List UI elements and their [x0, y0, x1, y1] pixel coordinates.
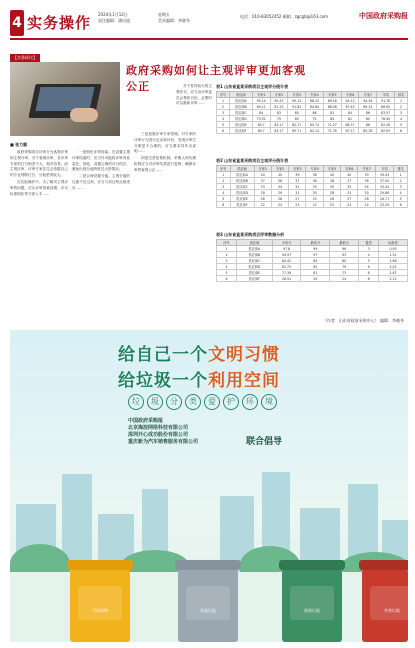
table-cell: 25 — [306, 196, 323, 202]
table-cell: 79 — [330, 264, 359, 270]
table-cell: 供应商A — [230, 172, 254, 178]
table-cell: 6 — [359, 264, 379, 270]
column-header: 序号 — [217, 92, 230, 98]
data-table-1 — [216, 84, 408, 134]
table-cell: 2.01 — [379, 264, 408, 270]
column-header: 平均 — [375, 166, 394, 172]
column-header: 标准差 — [379, 240, 408, 246]
table-cell: 33.43 — [375, 184, 394, 190]
table-cell: 6 — [395, 128, 408, 134]
recycling-bin-yellow: 可回收物 — [70, 568, 130, 642]
table-cell: 81.25 — [270, 104, 288, 110]
table-cell: 28 — [271, 196, 288, 202]
table-cell: 2.67 — [379, 270, 408, 276]
table-cell: 3 — [395, 110, 408, 116]
table-cell: 23 — [289, 202, 306, 208]
table-cell: 24 — [358, 202, 375, 208]
table-cell: 89.12 — [252, 104, 270, 110]
table-cell: 30 — [358, 190, 375, 196]
data-table-2 — [216, 158, 408, 208]
table-cell: 供应商C — [229, 110, 252, 116]
table-cell: 供应商B — [230, 178, 254, 184]
table-cell: 93 — [330, 252, 359, 258]
table-cell: 77.38 — [272, 270, 301, 276]
table-caption: 表2 山东省直某采购项目主观评分统计表 — [216, 158, 289, 163]
table-cell: 24 — [330, 276, 359, 282]
table-cell: 97 — [301, 252, 330, 258]
table-cell: 31 — [341, 190, 358, 196]
table-cell: 3 — [394, 184, 408, 190]
table-cell: 80 — [330, 258, 359, 264]
table-cell: 30 — [254, 190, 271, 196]
table-cell: 2 — [217, 178, 231, 184]
column-header: 专家6 — [341, 92, 359, 98]
table-row — [217, 202, 408, 208]
table-cell: 26.91 — [272, 276, 301, 282]
table-cell: 1.31 — [379, 252, 408, 258]
article-column-4: 对于差异较大的主观评分，应当由评审委员会集体讨论，必要时可以重新评审…… — [176, 84, 212, 106]
masthead-logo: 中国政府采购报 — [359, 11, 408, 20]
table-cell: 34 — [358, 184, 375, 190]
table-cell: 94.12 — [341, 98, 359, 104]
table-cell: 83.17 — [270, 122, 288, 128]
article-title: 政府采购如何让主观评审更加客观公正 — [126, 64, 306, 93]
table-cell: 供应商C — [230, 184, 254, 190]
table-cell: 1 — [217, 246, 237, 252]
table-cell: 24 — [271, 202, 288, 208]
column-header: 专家5 — [323, 92, 341, 98]
table-cell: 86 — [359, 110, 377, 116]
table-cell: 6 — [359, 276, 379, 282]
table-cell: 75 — [306, 116, 324, 122]
table-cell: 36 — [306, 178, 323, 184]
table-cell: 23 — [341, 202, 358, 208]
column-header: 专家1 — [254, 166, 271, 172]
table-cell: 99 — [301, 246, 330, 252]
table-cell: 40 — [341, 172, 358, 178]
table-cell: 85.28 — [359, 128, 377, 134]
table-cell: 2 — [217, 252, 237, 258]
table-cell: 供应商D — [237, 264, 273, 270]
article-column-2: 一是细化评审因素。在设置主观评审因素时，应当尽可能将评审内容量化、细化，设置合理的评分档次，避免出现分值跨度过大的情况。 二是合理设置分值。主观分值的比重不宜过高，应当与项目特点相适应…… — [72, 150, 130, 190]
table-cell: 80.84 — [306, 104, 324, 110]
ad-slogan: 垃 圾 分 类 爱 护 环 境 — [128, 394, 277, 410]
table-cell: 33 — [306, 184, 323, 190]
table-cell: 89.24 — [359, 104, 377, 110]
table-cell: 供应商A — [229, 98, 252, 104]
table-cell: 71.35 — [323, 128, 341, 134]
table-cell: 6 — [217, 128, 230, 134]
table-cell: 38 — [271, 178, 288, 184]
ad-headline-1: 给自己一个文明习惯 — [118, 345, 280, 365]
table-grid — [216, 91, 408, 134]
article — [10, 46, 408, 324]
table-cell: 2 — [395, 104, 408, 110]
table-cell: 95.32 — [270, 98, 288, 104]
table-cell: 供应商F — [229, 128, 252, 134]
table-cell: 2 — [217, 104, 230, 110]
column-header: 供应商 — [230, 166, 254, 172]
hand-shape — [70, 108, 98, 122]
table-cell: 80 — [288, 110, 306, 116]
table-caption: 表3 山东省直某采购项目评审数据分析 — [216, 232, 285, 237]
table-cell: 39 — [289, 172, 306, 178]
table-cell: 71.27 — [323, 122, 341, 128]
column-header: 供应商 — [237, 240, 273, 246]
table-cell: 5 — [394, 196, 408, 202]
table-cell: 86.92 — [377, 104, 395, 110]
table-cell: 供应商F — [237, 276, 273, 282]
table-cell: 27 — [289, 196, 306, 202]
table-cell: 95.12 — [288, 98, 306, 104]
table-cell: 89.16 — [323, 98, 341, 104]
table-cell: 82.93 — [377, 128, 395, 134]
table-cell: 82.14 — [306, 128, 324, 134]
column-header: 专家2 — [271, 166, 288, 172]
table-row — [217, 276, 408, 282]
column-header: 序号 — [217, 166, 231, 172]
table-cell: 4 — [395, 116, 408, 122]
column-header: 排名 — [394, 166, 408, 172]
table-cell: 1 — [394, 172, 408, 178]
table-cell: 83.57 — [377, 110, 395, 116]
table-cell: 78.90 — [377, 116, 395, 122]
column-header: 专家5 — [323, 166, 340, 172]
table-cell: 94.26 — [359, 98, 377, 104]
table-cell: 5 — [217, 122, 230, 128]
table-cell: 83.17 — [270, 128, 288, 134]
table-cell: 29 — [271, 190, 288, 196]
table-cell: 38 — [323, 178, 340, 184]
recycling-bin-green: 厨余垃圾 — [282, 568, 342, 642]
section-number: 4 — [10, 10, 24, 36]
column-header: 专家1 — [252, 92, 270, 98]
table-cell: 6 — [217, 202, 231, 208]
table-cell: 供应商D — [229, 116, 252, 122]
table-cell: 3 — [359, 246, 379, 252]
table-cell: 39 — [358, 172, 375, 178]
table-cell: 37 — [254, 178, 271, 184]
table-cell: 88.12 — [306, 98, 324, 104]
table-cell: 37 — [289, 178, 306, 184]
table-cell: 5 — [359, 258, 379, 264]
article-column-1: 政府采购项目评审分为客观评审和主观评审。对于客观评审，各评审专家的打分相差不大，相对容易；而主观评审，评审专家往往会依据自己的专业判断打分，分值差别较大。 在实际操作中，为了解决主观评审的问题，应从评审因素设置、评分标准细化等方面入手…… — [10, 150, 68, 196]
table-cell: 2.12 — [379, 276, 408, 282]
header-rule — [10, 38, 408, 40]
table-cell: 87.17 — [341, 128, 359, 134]
column-header: 极差 — [359, 240, 379, 246]
table-cell: 86 — [359, 122, 377, 128]
table-cell: 1 — [395, 98, 408, 104]
table-cell: 供应商F — [230, 202, 254, 208]
table-cell: 85.7 — [252, 128, 270, 134]
table-cell: 6 — [217, 276, 237, 282]
table-grid — [216, 165, 408, 208]
ad-sign: 联合倡导 — [246, 437, 283, 447]
table-cell: 40 — [271, 172, 288, 178]
data-table-3 — [216, 232, 408, 282]
table-cell: 82 — [323, 110, 341, 116]
table-cell: 82.49 — [377, 122, 395, 128]
table-cell: 80 — [288, 116, 306, 122]
table-cell: 1 — [217, 172, 231, 178]
column-header: 序号 — [217, 240, 237, 246]
table-cell: 供应商D — [230, 190, 254, 196]
table-cell: 供应商E — [230, 196, 254, 202]
table-cell: 35 — [323, 184, 340, 190]
table-cell: 80 — [359, 116, 377, 122]
table-cell: 4 — [359, 252, 379, 258]
table-cell: 3 — [217, 110, 230, 116]
table-cell: 37.00 — [375, 178, 394, 184]
table-cell: 26 — [323, 196, 340, 202]
table-cell: 39.43 — [375, 172, 394, 178]
table-cell: 82.17 — [288, 122, 306, 128]
column-header: 供应商 — [229, 92, 252, 98]
table-cell: 81.75 — [272, 264, 301, 270]
table-cell: 27 — [341, 196, 358, 202]
table-cell: 供应商E — [237, 270, 273, 276]
column-header: 专家6 — [341, 166, 358, 172]
public-service-ad — [10, 330, 408, 642]
ad-organizations: 中国政府采购报 北京海淀网络科技有限公司 深圳开心成功股份有限公司 重庆新为汽车销售服务有限公司 — [128, 418, 199, 445]
table-cell: 29.86 — [375, 190, 394, 196]
table-cell: 22 — [254, 202, 271, 208]
table-cell: 5 — [217, 270, 237, 276]
table-cell: 供应商B — [237, 252, 273, 258]
table-cell: 33 — [254, 184, 271, 190]
table-cell: 供应商A — [237, 246, 273, 252]
table-cell: 91.81 — [288, 104, 306, 110]
table-cell: 1.66 — [379, 258, 408, 264]
table-row — [217, 128, 408, 134]
table-cell: 37 — [341, 178, 358, 184]
recycling-bin-grey: 其他垃圾 — [178, 568, 238, 642]
table-cell: 5 — [217, 196, 231, 202]
table-cell: 85.71 — [288, 128, 306, 134]
table-caption: 表1 山东省直某采购项目主观评分统计表 — [216, 84, 289, 89]
table-cell: 1 — [217, 98, 230, 104]
table-cell: 26 — [254, 196, 271, 202]
header-meta-right: 星期五 美术编辑：李晓冬 — [158, 12, 190, 23]
table-cell: 86 — [306, 110, 324, 116]
table-cell: 85 — [301, 258, 330, 264]
column-header: 专家3 — [289, 166, 306, 172]
column-header: 专家3 — [288, 92, 306, 98]
table-cell: 40 — [254, 172, 271, 178]
column-header: 专家7 — [359, 92, 377, 98]
table-cell: 31 — [289, 190, 306, 196]
table-cell: 3 — [217, 258, 237, 264]
table-cell: 33 — [341, 184, 358, 190]
table-cell: 88.06 — [323, 104, 341, 110]
article-editor: （作者：山东省政府采购中心） 编辑：李晓冬 — [322, 318, 404, 323]
table-cell: 73.32 — [252, 116, 270, 122]
article-column-3: 三是加强评审专家管理。对专家的评审行为进行记录和评价，发现评审打分明显不合理的，应当要求其作出说明…… 四是完善复核机制。采购人和代理机构应当对评审结果进行复核，确保评审的客观公正…… — [134, 132, 196, 172]
table-cell: 88.37 — [341, 122, 359, 128]
table-cell: 8 — [359, 270, 379, 276]
table-cell: 5 — [395, 122, 408, 128]
table-cell: 95.14 — [252, 98, 270, 104]
table-cell: 3 — [217, 184, 231, 190]
table-cell: 30 — [301, 276, 330, 282]
table-cell: 4 — [394, 190, 408, 196]
table-cell: 供应商E — [229, 122, 252, 128]
column-header: 专家7 — [358, 166, 375, 172]
table-cell: 84 — [252, 110, 270, 116]
article-byline: ■ 张力毅 — [10, 142, 28, 147]
column-header: 排名 — [395, 92, 408, 98]
table-cell: 4 — [217, 264, 237, 270]
table-cell: 30 — [306, 190, 323, 196]
table-cell: 40 — [323, 172, 340, 178]
table-cell: 25 — [323, 202, 340, 208]
column-header: 专家2 — [270, 92, 288, 98]
recycling-bin-red: 有害垃圾 — [362, 568, 408, 642]
table-cell: 4 — [217, 116, 230, 122]
table-cell: 79 — [270, 116, 288, 122]
table-cell: 28 — [358, 196, 375, 202]
table-cell: 85.7 — [252, 122, 270, 128]
header-contact: 电话：010-83052452 邮箱：zgcgb@163.com — [240, 14, 329, 19]
table-cell: 34 — [271, 184, 288, 190]
table-cell: 0.95 — [379, 246, 408, 252]
table-cell: 38 — [306, 172, 323, 178]
table-cell: 80.74 — [306, 122, 324, 128]
table-grid — [216, 239, 408, 282]
table-cell: 4 — [217, 190, 231, 196]
table-cell: 供应商C — [237, 258, 273, 264]
table-cell: 82.42 — [272, 258, 301, 264]
article-tag: 【实务探讨】 — [10, 54, 40, 62]
table-cell: 23.29 — [375, 202, 394, 208]
column-header: 专家4 — [306, 166, 323, 172]
column-header: 平均 — [377, 92, 395, 98]
table-cell: 22 — [306, 202, 323, 208]
table-cell: 2 — [394, 178, 408, 184]
table-cell: 供应商B — [229, 104, 252, 110]
table-cell: 96 — [330, 246, 359, 252]
table-cell: 83 — [270, 110, 288, 116]
table-cell: 87.45 — [341, 104, 359, 110]
table-cell: 28 — [323, 190, 340, 196]
table-cell: 85 — [301, 264, 330, 270]
table-cell: 94.97 — [272, 252, 301, 258]
table-cell: 81 — [341, 116, 359, 122]
table-cell: 6 — [394, 202, 408, 208]
table-cell: 32 — [289, 184, 306, 190]
page-header — [10, 6, 408, 42]
table-cell: 36 — [358, 178, 375, 184]
table-cell: 97.8 — [272, 246, 301, 252]
column-header: 最高分 — [301, 240, 330, 246]
ad-headline-2: 给垃圾一个利用空间 — [118, 371, 280, 391]
section-name: 实务操作 — [27, 14, 92, 32]
article-photo — [10, 62, 120, 136]
header-meta-left: 2024年1月12日 责任编辑：潘启迪 — [98, 12, 130, 23]
table-cell: 73 — [330, 270, 359, 276]
table-cell: 84 — [341, 110, 359, 116]
table-cell: 81 — [301, 270, 330, 276]
table-cell: 26.71 — [375, 196, 394, 202]
table-cell: 91.76 — [377, 98, 395, 104]
table-cell: 84 — [323, 116, 341, 122]
column-header: 平均分 — [272, 240, 301, 246]
column-header: 最低分 — [330, 240, 359, 246]
column-header: 专家4 — [306, 92, 324, 98]
